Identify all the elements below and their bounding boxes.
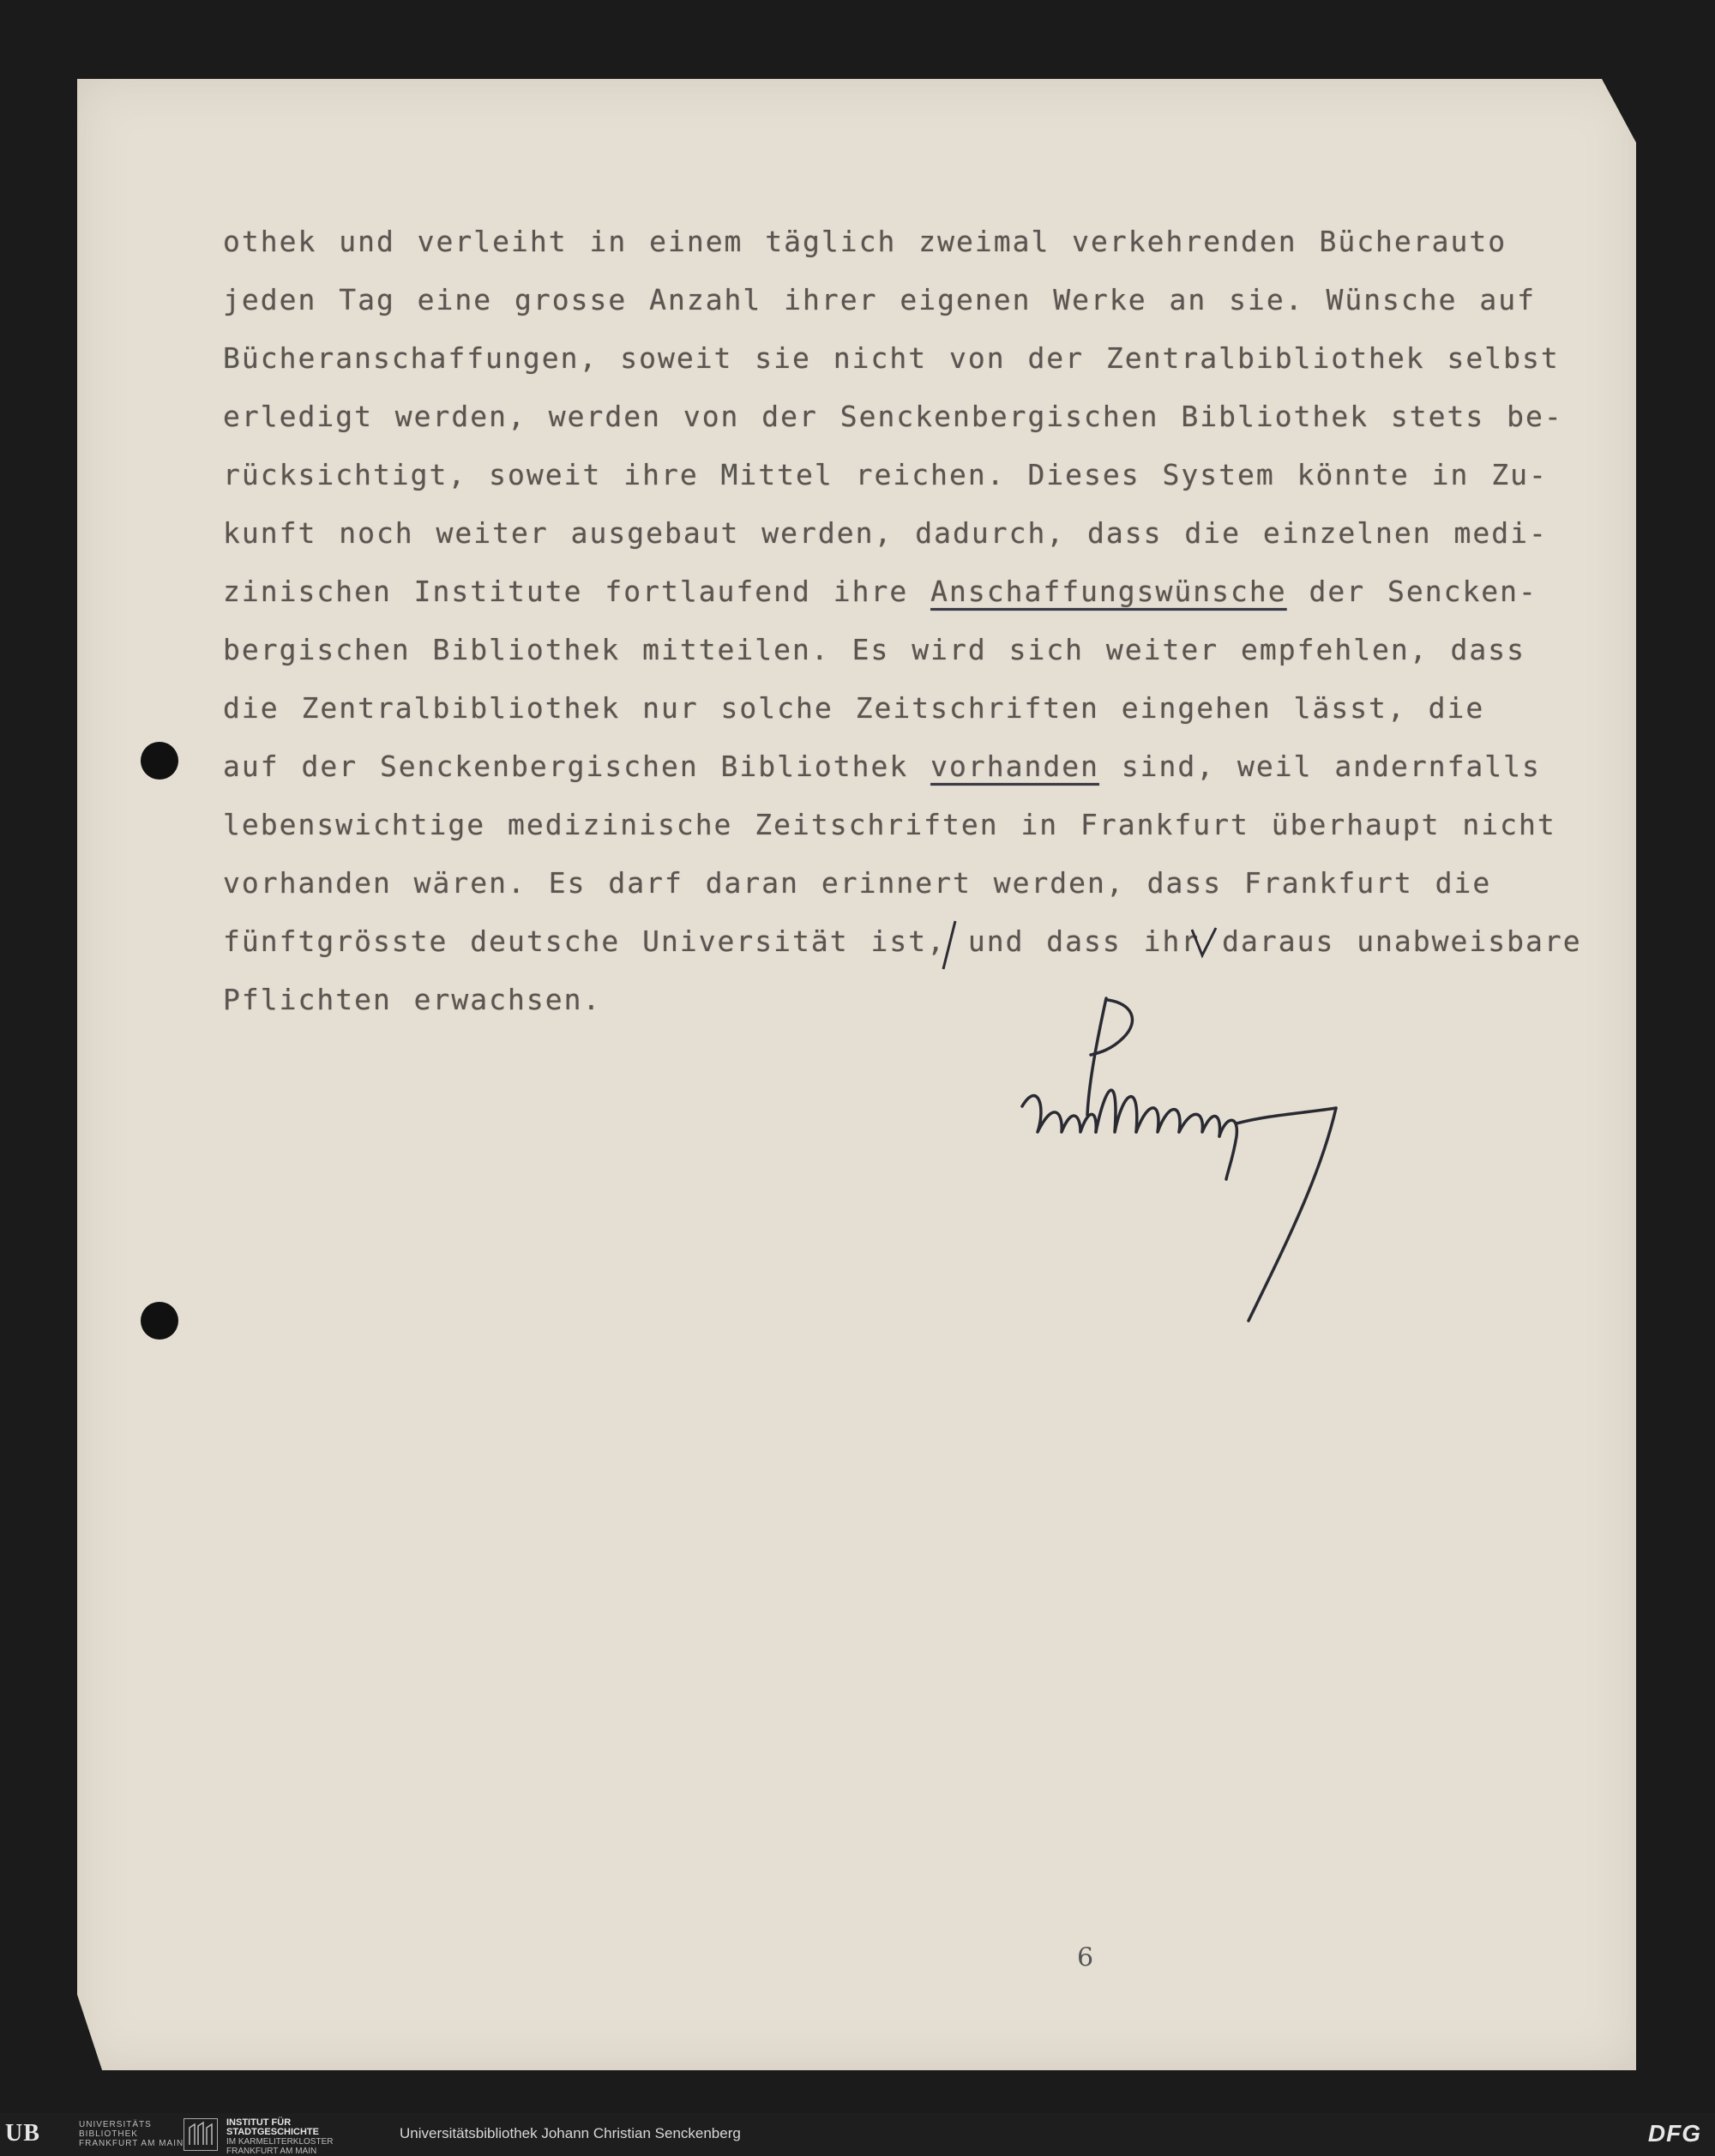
ub-text-line: BIBLIOTHEK <box>79 2129 138 2139</box>
text-line <box>223 563 1595 621</box>
punch-hole <box>141 1302 178 1340</box>
isg-logo-text <box>226 2118 333 2156</box>
insertion-correction-mark <box>1187 924 1221 959</box>
isg-emblem-graphic <box>184 2119 217 2150</box>
isg-emblem-icon <box>184 2118 218 2151</box>
ub-logo: UB <box>5 2120 40 2147</box>
punch-hole <box>141 742 178 780</box>
handwritten-signature <box>1012 986 1432 1329</box>
text-line: rücksichtigt, soweit ihre Mittel reichen. Dieses System könnte in Zu- <box>223 458 1548 491</box>
text-line: othek und verleiht in einem täglich zweimal verkehrenden Bücherauto <box>223 225 1507 258</box>
library-name: Universitätsbibliothek Johann Christian Senckenberg <box>400 2125 741 2141</box>
text-line: kunft noch weiter ausgebaut werden, dadurch, dass die einzelnen medi- <box>223 516 1548 550</box>
typed-letter-body <box>223 213 1595 1029</box>
text-line: erledigt werden, werden von der Senckenbergischen Bibliothek stets be- <box>223 400 1563 433</box>
isg-text-line: INSTITUT FÜR <box>226 2117 292 2128</box>
text-line: Pflichten erwachsen. <box>223 983 602 1016</box>
underlined-word: Anschaffungswünsche <box>930 575 1287 608</box>
text-line: bergischen Bibliothek mitteilen. Es wird sich weiter empfehlen, dass <box>223 633 1526 666</box>
ub-logo-text <box>79 2120 184 2148</box>
text-segment: der Sencken- <box>1309 575 1537 608</box>
isg-text-line: FRANKFURT AM MAIN <box>226 2147 317 2156</box>
isg-text-line: IM KARMELITERKLOSTER <box>226 2137 334 2147</box>
comma-correction-mark <box>936 916 962 976</box>
text-line: jeden Tag eine grosse Anzahl ihrer eigenen Werke an sie. Wünsche auf <box>223 283 1537 316</box>
text-line: lebenswichtige medizinische Zeitschriften in Frankfurt überhaupt nicht <box>223 808 1556 841</box>
text-segment: auf der Senckenbergischen Bibliothek <box>223 750 909 783</box>
text-segment: zinischen Institute fortlaufend ihre <box>223 575 909 608</box>
text-segment: sind, weil andernfalls <box>1121 750 1541 783</box>
ub-text-line: UNIVERSITÄTS <box>79 2120 152 2129</box>
text-line <box>223 738 1595 796</box>
text-line: vorhanden wären. Es darf daran erinnert werden, dass Frankfurt die <box>223 866 1492 900</box>
isg-text-line: STADTGESCHICHTE <box>226 2127 319 2137</box>
page-number: 9 <box>1077 1940 1094 1970</box>
text-line: die Zentralbibliothek nur solche Zeitschriften eingehen lässt, die <box>223 691 1485 725</box>
text-line: Bücheranschaffungen, soweit sie nicht von der Zentralbibliothek selbst <box>223 341 1560 375</box>
archive-footer-bar <box>0 2113 1715 2156</box>
text-line: fünftgrösste deutsche Universität ist, und dass ihr daraus unabweisbare <box>223 924 1582 958</box>
ub-text-line: FRANKFURT AM MAIN <box>79 2139 184 2148</box>
underlined-word: vorhanden <box>930 750 1099 783</box>
dfg-logo: DFG <box>1647 2120 1701 2147</box>
